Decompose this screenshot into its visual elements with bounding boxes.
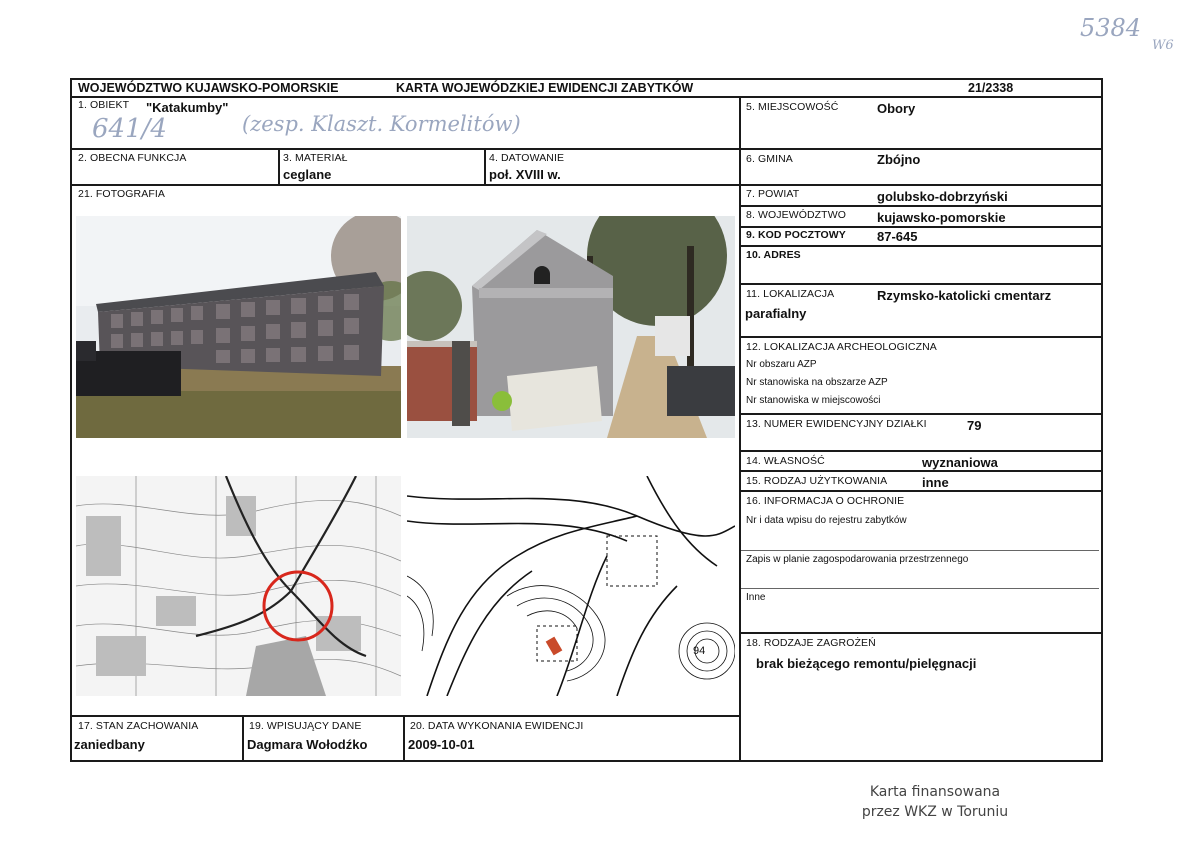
photo-catacombs-wall bbox=[76, 216, 401, 438]
protection-info-label: 16. INFORMACJA O OCHRONIE bbox=[746, 495, 905, 507]
record-date-label: 20. DATA WYKONANIA EWIDENCJI bbox=[410, 720, 584, 732]
header-region: WOJEWÓDZTWO KUJAWSKO-POMORSKIE bbox=[78, 81, 339, 95]
other-protection-row: Inne bbox=[746, 592, 766, 603]
material-label: 3. MATERIAŁ bbox=[283, 152, 348, 164]
material-value: ceglane bbox=[283, 167, 332, 182]
postal-code-value: 87-645 bbox=[877, 229, 918, 244]
funding-note-line2: przez WKZ w Toruniu bbox=[861, 804, 1009, 820]
object-value: "Katakumby" bbox=[146, 100, 229, 115]
dating-label: 4. DATOWANIE bbox=[489, 152, 565, 164]
postal-code-label: 9. KOD POCZTOWY bbox=[746, 229, 846, 241]
locality-site-number: Nr stanowiska w miejscowości bbox=[746, 395, 881, 406]
ownership-value: wyznaniowa bbox=[922, 455, 998, 470]
spatial-plan-row: Zapis w planie zagospodarowania przestrzennego bbox=[746, 554, 969, 565]
location-value: Rzymsko-katolicki cmentarz bbox=[877, 288, 1052, 303]
map-elevation-label: 94 bbox=[693, 645, 706, 657]
photo-chapel bbox=[407, 216, 735, 438]
ownership-label: 14. WŁASNOŚĆ bbox=[746, 455, 825, 467]
locality-label: 5. MIEJSCOWOŚĆ bbox=[746, 101, 839, 113]
condition-value: zaniedbany bbox=[74, 737, 145, 752]
azp-site-number: Nr stanowiska na obszarze AZP bbox=[746, 377, 888, 388]
voivodeship-label: 8. WOJEWÓDZTWO bbox=[746, 209, 846, 221]
threats-value: brak bieżącego remontu/pielęgnacji bbox=[756, 656, 977, 671]
current-function-label: 2. OBECNA FUNKCJA bbox=[78, 152, 187, 164]
photo-label: 21. FOTOGRAFIA bbox=[78, 188, 165, 200]
threats-label: 18. RODZAJE ZAGROŻEŃ bbox=[746, 637, 876, 649]
locality-value: Obory bbox=[877, 101, 916, 116]
handwritten-corner-suffix: W6 bbox=[1152, 38, 1174, 53]
county-label: 7. POWIAT bbox=[746, 188, 800, 200]
record-date-value: 2009-10-01 bbox=[408, 737, 475, 752]
commune-value: Zbójno bbox=[877, 152, 921, 167]
map-topographic-overview bbox=[76, 476, 401, 696]
funding-note bbox=[830, 782, 1040, 822]
object-label: 1. OBIEKT bbox=[78, 99, 130, 111]
map-detailed-contour bbox=[407, 476, 735, 696]
header-card-number: 21/2338 bbox=[968, 81, 1014, 95]
handwritten-corner-number: 5384 bbox=[1080, 14, 1142, 42]
entered-by-label: 19. WPISUJĄCY DANE bbox=[249, 720, 362, 732]
dating-value: poł. XVIII w. bbox=[489, 167, 561, 182]
entered-by-value: Dagmara Wołodźko bbox=[247, 737, 368, 752]
archaeology-label: 12. LOKALIZACJA ARCHEOLOGICZNA bbox=[746, 341, 937, 353]
azp-area-number: Nr obszaru AZP bbox=[746, 359, 817, 370]
header-title: KARTA WOJEWÓDZKIEJ EWIDENCJI ZABYTKÓW bbox=[396, 81, 694, 95]
commune-label: 6. GMINA bbox=[746, 153, 793, 165]
handwritten-object-code: 641/4 bbox=[92, 114, 167, 144]
funding-note-line1: Karta finansowana bbox=[869, 784, 1001, 800]
address-label: 10. ADRES bbox=[746, 249, 801, 261]
location-value-cont: parafialny bbox=[745, 306, 807, 321]
handwritten-object-note: (zesp. Klaszt. Kormelitów) bbox=[242, 112, 521, 136]
usage-type-label: 15. RODZAJ UŻYTKOWANIA bbox=[746, 475, 888, 487]
location-label: 11. LOKALIZACJA bbox=[746, 288, 835, 300]
register-entry-row: Nr i data wpisu do rejestru zabytków bbox=[746, 515, 907, 526]
voivodeship-value: kujawsko-pomorskie bbox=[877, 210, 1006, 225]
condition-label: 17. STAN ZACHOWANIA bbox=[78, 720, 199, 732]
usage-type-value: inne bbox=[922, 475, 949, 490]
county-value: golubsko-dobrzyński bbox=[877, 189, 1008, 204]
parcel-number-label: 13. NUMER EWIDENCYJNY DZIAŁKI bbox=[746, 418, 927, 430]
parcel-number-value: 79 bbox=[967, 418, 982, 433]
